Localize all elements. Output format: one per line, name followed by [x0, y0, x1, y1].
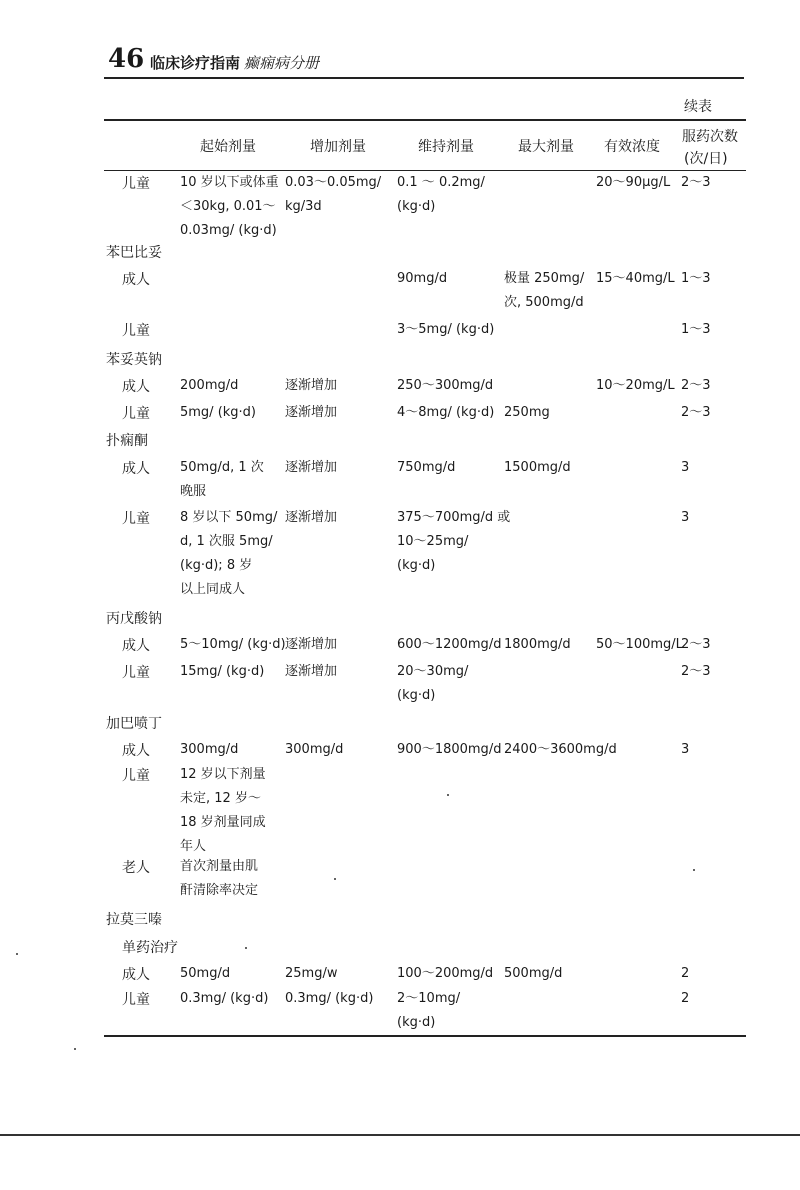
cell-frequency: 2～3: [681, 637, 711, 652]
cell-start-dose: 50mg/d, 1 次 晚服: [180, 460, 264, 499]
cell-increase-dose: 逐渐增加: [285, 378, 338, 393]
cell-frequency: 3: [681, 510, 690, 525]
cell-start-dose: 5～10mg/ (kg·d): [180, 637, 286, 652]
page-bottom-rule: [0, 1134, 800, 1136]
cell-increase-dose: 逐渐增加: [285, 664, 338, 679]
patient-group: 成人: [122, 743, 150, 759]
cell-max-dose: 1500mg/d: [504, 460, 571, 475]
cell-increase-dose: 逐渐增加: [285, 637, 338, 652]
cell-effective-conc: 10～20mg/L: [596, 378, 675, 393]
cell-frequency: 2: [681, 966, 690, 981]
patient-group: 成人: [122, 379, 150, 395]
cell-frequency: 1～3: [681, 271, 711, 286]
header-rule: [104, 77, 744, 79]
cell-start-dose: 15mg/ (kg·d): [180, 664, 265, 679]
cell-maintain-dose: 100～200mg/d: [397, 966, 494, 981]
continued-label: 续表: [684, 99, 712, 115]
scan-speck: [74, 1048, 76, 1050]
col-header-frequency-unit: (次/日): [684, 151, 728, 167]
table-top-rule: [104, 119, 746, 121]
cell-maintain-dose: 20～30mg/ (kg·d): [397, 664, 469, 703]
col-header-increase-dose: 增加剂量: [310, 139, 366, 155]
cell-frequency: 2～3: [681, 378, 711, 393]
page-number: 46: [108, 44, 145, 74]
drug-name: 扑痫酮: [106, 433, 148, 449]
cell-frequency: 2: [681, 991, 690, 1006]
patient-group: 儿童: [122, 406, 150, 422]
cell-maintain-dose: 90mg/d: [397, 271, 448, 286]
cell-maintain-dose: 3～5mg/ (kg·d): [397, 322, 495, 337]
patient-group: 儿童: [122, 768, 150, 784]
patient-group: 儿童: [122, 992, 150, 1008]
drug-name: 苯妥英钠: [106, 352, 162, 368]
volume-title: 癫痫病分册: [244, 54, 320, 72]
drug-name: 单药治疗: [122, 940, 178, 956]
cell-start-dose: 12 岁以下剂量 未定, 12 岁～ 18 岁剂量同成 年人: [180, 767, 266, 854]
patient-group: 成人: [122, 638, 150, 654]
cell-maintain-dose: 250～300mg/d: [397, 378, 494, 393]
drug-name: 拉莫三嗪: [106, 912, 162, 928]
cell-increase-dose: 300mg/d: [285, 742, 344, 757]
cell-increase-dose: 逐渐增加: [285, 510, 338, 525]
cell-maintain-dose: 2～10mg/ (kg·d): [397, 991, 461, 1030]
patient-group: 儿童: [122, 511, 150, 527]
scan-speck: [693, 869, 695, 871]
patient-group: 儿童: [122, 323, 150, 339]
col-header-start-dose: 起始剂量: [200, 139, 256, 155]
col-header-effective-conc: 有效浓度: [604, 139, 660, 155]
cell-frequency: 2～3: [681, 405, 711, 420]
scan-speck: [447, 794, 449, 796]
cell-maintain-dose: 4～8mg/ (kg·d): [397, 405, 495, 420]
cell-frequency: 1～3: [681, 322, 711, 337]
drug-name: 丙戊酸钠: [106, 611, 162, 627]
cell-effective-conc: 20～90μg/L: [596, 175, 671, 190]
drug-name: 苯巴比妥: [106, 245, 162, 261]
patient-group: 儿童: [122, 176, 150, 192]
cell-start-dose: 首次剂量由肌 酐清除率决定: [180, 859, 259, 898]
cell-increase-dose: 0.03～0.05mg/ kg/3d: [285, 175, 382, 214]
cell-frequency: 2～3: [681, 175, 711, 190]
cell-max-dose: 2400～3600mg/d: [504, 742, 617, 757]
cell-max-dose: 1800mg/d: [504, 637, 571, 652]
cell-maintain-dose: 750mg/d: [397, 460, 456, 475]
cell-start-dose: 50mg/d: [180, 966, 231, 981]
cell-frequency: 2～3: [681, 664, 711, 679]
scan-speck: [245, 947, 247, 949]
col-header-max-dose: 最大剂量: [518, 139, 574, 155]
cell-start-dose: 5mg/ (kg·d): [180, 405, 257, 420]
book-title: 临床诊疗指南: [150, 54, 241, 72]
cell-frequency: 3: [681, 460, 690, 475]
cell-start-dose: 8 岁以下 50mg/ d, 1 次服 5mg/ (kg·d); 8 岁 以上同成人: [180, 510, 278, 597]
table-bottom-rule: [104, 1035, 746, 1037]
scan-speck: [16, 953, 18, 955]
cell-start-dose: 0.3mg/ (kg·d): [180, 991, 269, 1006]
scan-speck: [334, 878, 336, 880]
patient-group: 儿童: [122, 665, 150, 681]
cell-effective-conc: 15～40mg/L: [596, 271, 675, 286]
cell-maintain-dose: 375～700mg/d 或 10～25mg/ (kg·d): [397, 510, 511, 573]
cell-maintain-dose: 600～1200mg/d: [397, 637, 502, 652]
cell-max-dose: 250mg: [504, 405, 550, 420]
cell-frequency: 3: [681, 742, 690, 757]
patient-group: 老人: [122, 860, 150, 876]
drug-name: 加巴喷丁: [106, 716, 162, 732]
cell-max-dose: 极量 250mg/ 次, 500mg/d: [504, 271, 585, 310]
cell-increase-dose: 逐渐增加: [285, 405, 338, 420]
cell-increase-dose: 逐渐增加: [285, 460, 338, 475]
cell-effective-conc: 50～100mg/L: [596, 637, 683, 652]
cell-maintain-dose: 900～1800mg/d: [397, 742, 502, 757]
cell-start-dose: 200mg/d: [180, 378, 239, 393]
patient-group: 成人: [122, 967, 150, 983]
col-header-maintain-dose: 维持剂量: [418, 139, 474, 155]
cell-increase-dose: 25mg/w: [285, 966, 338, 981]
cell-start-dose: 10 岁以下或体重 ＜30kg, 0.01～ 0.03mg/ (kg·d): [180, 175, 279, 238]
patient-group: 成人: [122, 272, 150, 288]
patient-group: 成人: [122, 461, 150, 477]
cell-maintain-dose: 0.1 ～ 0.2mg/ (kg·d): [397, 175, 485, 214]
cell-increase-dose: 0.3mg/ (kg·d): [285, 991, 374, 1006]
cell-max-dose: 500mg/d: [504, 966, 563, 981]
cell-start-dose: 300mg/d: [180, 742, 239, 757]
col-header-frequency: 服药次数: [682, 129, 738, 145]
